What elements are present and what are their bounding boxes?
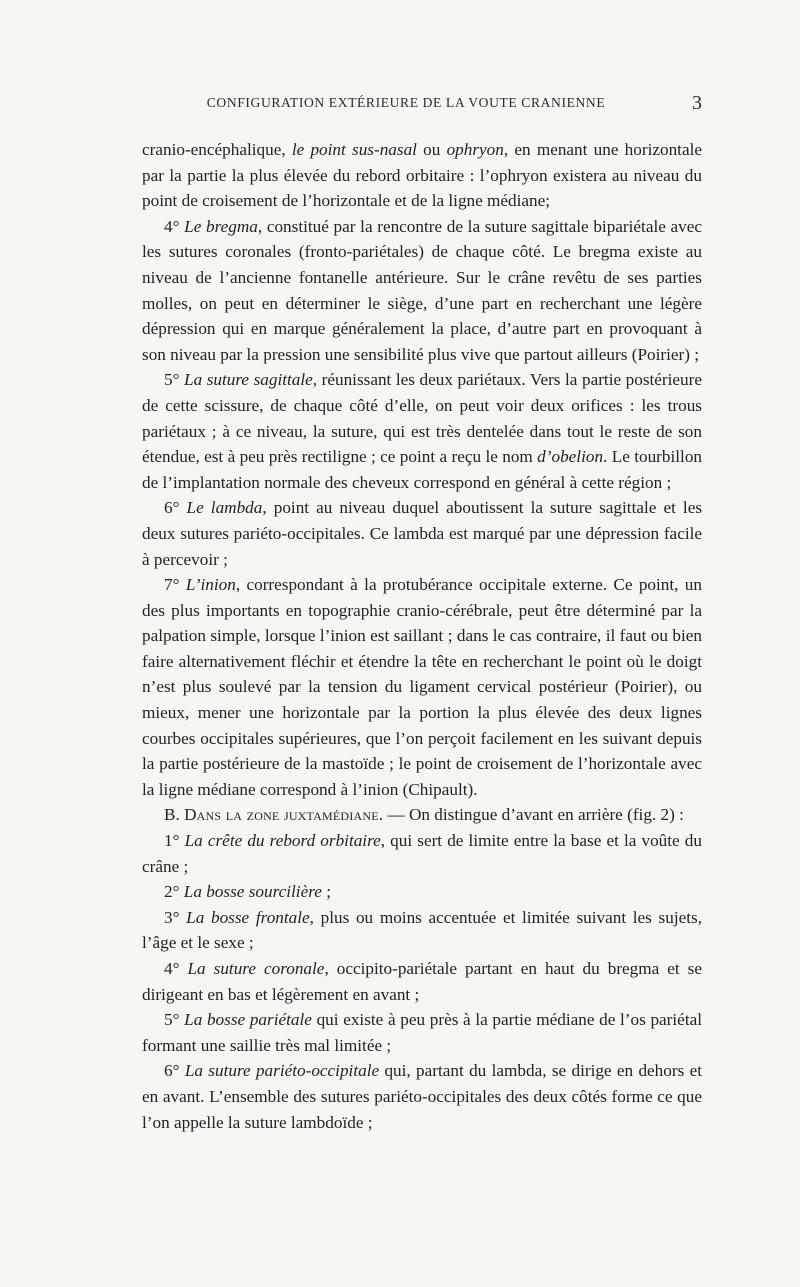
italic-term: L’inion [185,575,236,595]
paragraph [142,905,702,956]
text-run: B. [164,805,185,825]
text-run: , constitué par la rencontre de la suture sagittale bipariétale avec les sutures coronales (fronto-pariétales) de chaque côté. Le bregma existe au niveau de l’ancienne fontanelle antérieure. Sur le crâne revêtu de ses parties molles, on peut en déterminer le siège, d’une part en recherchant une légère dépression qui en marque généralement la place, d’autre part en provoquant à son niveau par la pression une sensibilité plus vive que partout ailleurs (Poirier) ; [142,216,703,364]
running-head [140,92,702,119]
text-run: , point au niveau duquel aboutissent la suture sagittale et les deux sutures pariéto-occipitales. Ce lambda est marqué par une dépression facile à percevoir ; [142,498,703,569]
chapter-title: CONFIGURATION EXTÉRIEURE DE LA VOUTE CRANIENNE [206,95,606,110]
text-run: 1° [164,831,185,851]
section-heading: Dans la zone juxtamédiane. [184,805,384,825]
text-run: 5° [164,1010,185,1030]
text-run: 2° [164,882,184,902]
paragraph [142,572,702,802]
italic-term: La suture coronale [187,959,325,978]
text-run: ou [416,140,447,159]
paragraph [142,828,702,879]
italic-term: La bosse frontale [186,907,310,927]
italic-term: d’obelion [537,447,604,467]
paragraph [142,879,702,905]
italic-term: Le bregma [184,216,258,236]
italic-term: La crête du rebord orbitaire [184,831,381,851]
text-run: , occipito-pariétale partant en haut du bregma et se dirigeant en bas et légèrement en avant ; [142,959,702,1004]
italic-term: Le lambda [186,498,263,518]
italic-term: La suture pariéto-occipitale [184,1061,380,1081]
text-run: 3° [164,907,187,927]
text-run: cranio-encéphalique, [142,140,292,159]
page-number: 3 [692,92,702,114]
paragraph [142,495,702,572]
text-run: 6° [164,498,187,518]
text-run: 4° [164,216,185,236]
text-run: ; [321,882,331,902]
text-run: qui, partant du lambda, se dirige en dehors et en avant. L’ensemble des sutures pariéto-occipitales des deux côtés forme ce que l’on appelle la suture lambdoïde ; [142,1061,703,1132]
body-text [142,137,702,1135]
text-run: 5° [164,370,185,390]
italic-term: La bosse sourcilière [183,882,322,902]
text-run: 6° [164,1061,185,1081]
text-run: , réunissant les deux pariétaux. Vers la partie postérieure de cette scissure, de chaque côté d’elle, on peut voir deux orifices : les trous pariétaux ; à ce niveau, la suture, qui est très dentelée dans tout le reste de son étendue, est à peu près rectiligne ; ce point a reçu le nom [142,370,702,467]
paragraph [142,956,702,1007]
italic-term: La suture sagittale [184,370,313,390]
paragraph [142,1058,702,1135]
text-run: qui existe à peu près à la partie médiane de l’os pariétal formant une saillie très mal limitée ; [142,1010,702,1055]
italic-term: La bosse pariétale [184,1010,312,1030]
text-run: 4° [164,959,188,978]
paragraph [142,137,702,214]
text-run: — On distingue d’avant en arrière (fig. 2) : [383,805,684,825]
paragraph [142,802,702,828]
paragraph [142,367,702,495]
text-run: , en menant une horizontale par la partie la plus élevée du rebord orbitaire : l’ophryon existera au niveau du point de croisement de l’horizontale et de la ligne médiane; [142,140,702,211]
text-run: , qui sert de limite entre la base et la voûte du crâne ; [142,831,702,876]
text-run: 7° [164,575,186,595]
text-run: , plus ou moins accentuée et limitée suivant les sujets, l’âge et le sexe ; [142,907,702,953]
text-run: . Le tourbillon de l’implantation normale des cheveux correspond en général à cette région ; [142,447,703,492]
paragraph [142,214,702,368]
paragraph [142,1007,702,1058]
italic-term: le point sus-nasal [291,140,417,159]
italic-term: ophryon [446,140,504,159]
text-run: , correspondant à la protubérance occipitale externe. Ce point, un des plus importants en topographie cranio-cérébrale, peut être déterminé par la palpation simple, lorsque l’inion est saillant ; dans le cas contraire, il faut ou bien faire alternativement fléchir et étendre la tête en recherchant le point où le doigt n’est plus soulevé par la tension du ligament cervical postérieur (Poirier), ou mieux, mener une horizontale par la portion la plus élevée des deux lignes courbes occipitales supérieures, que l’on perçoit facilement en les suivant depuis la partie postérieure de la mastoïde ; le point de croisement de l’horizontale avec la ligne médiane correspond à l’inion (Chipault). [142,575,702,799]
